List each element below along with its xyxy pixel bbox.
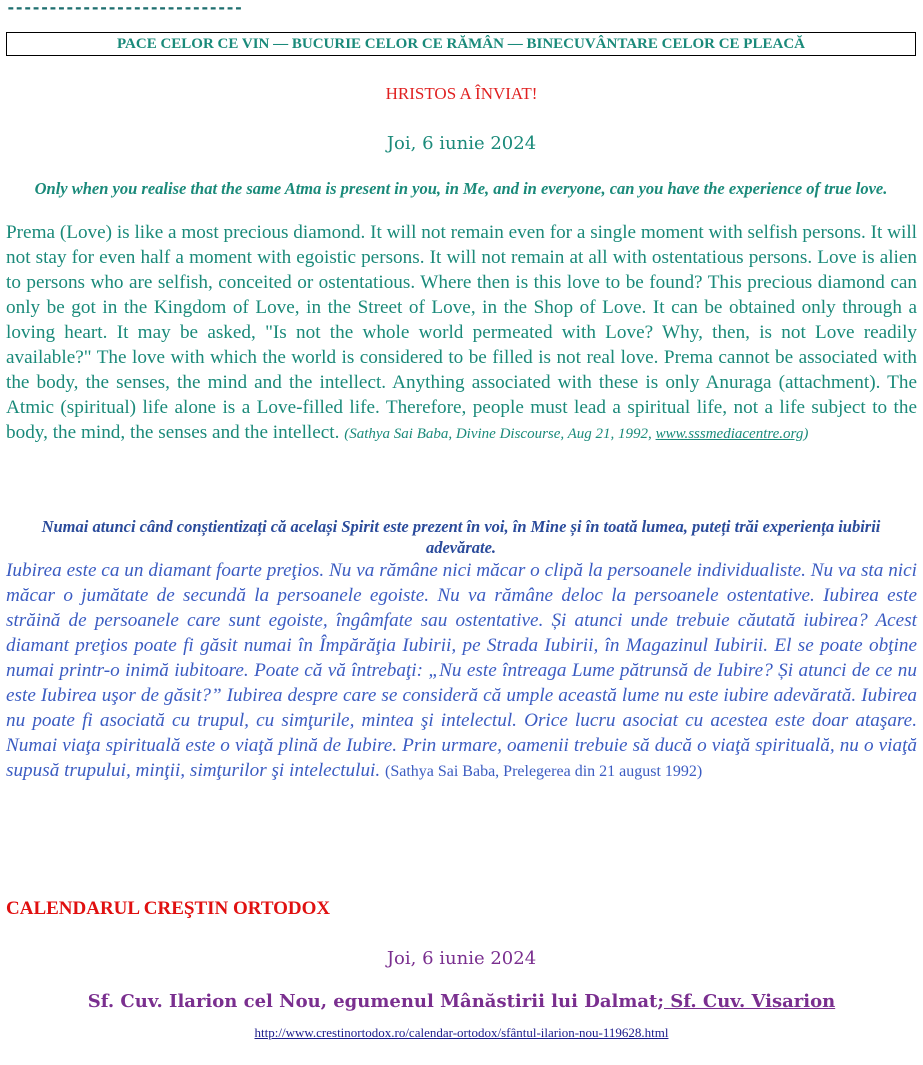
thought-quote-en: Only when you realise that the same Atma is present in you, in Me, and in everyone, can you have the experience of true love. (34, 179, 888, 198)
thought-body-ro (6, 558, 917, 784)
citation-en (344, 426, 808, 442)
sssmediacentre-link[interactable]: www.sssmediacentre.org (655, 426, 804, 442)
date-heading: Joi, 6 iunie 2024 (386, 133, 537, 154)
thought-quote-ro: Numai atunci când conștientizați că același Spirit este prezent în voi, în Mine și în toată lumea, puteți trăi experiența iubirii adevărate. (41, 517, 881, 557)
calendar-title: CALENDARUL CREŞTIN ORTODOX (6, 898, 331, 919)
saint-ilarion: Sf. Cuv. Ilarion cel Nou, egumenul Mânăstirii lui Dalmat; (87, 991, 664, 1012)
calendar-url (0, 1025, 923, 1041)
thought-text-ro: Iubirea este ca un diamant foarte preţios. Nu va rămâne nici măcar o clipă la persoanele individualiste. Nu va sta nici măcar o jumătate de secundă la persoanele egoiste. Nu va rămâne deloc la persoanele ostentative. Iubirea este străină de persoanele care sunt egoiste, îngâmfate sau ostentative. Și atunci unde trebuie căutată iubirea? Acest diamant preţios poate fi găsit numai în Împărăţia Iubirii, pe Strada Iubirii, în Magazinul Iubirii. El se poate obţine numai printr-o inimă iubitoare. Poate că vă întrebaţi: „Nu este întreaga Lume pătrunsă de Iubire? Și atunci de ce nu este Iubirea uşor de găsit?” Iubirea despre care se consideră că umple această lume nu este iubire adevărată. Iubirea nu poate fi asociată cu trupul, cu simţurile, mintea şi intelectul. Orice lucru asociat cu acestea este doar ataşare. Numai viaţa spirituală este o viaţă plină de Iubire. Prin urmare, oamenii trebuie să ducă o viaţă spirituală, nu o viaţă supusă trupului, minţii, simţurilor şi intelectului. (6, 560, 917, 781)
top-divider: ---------------------------- (6, 0, 243, 17)
citation-suffix: ) (803, 426, 809, 442)
calendar-date: Joi, 6 iunie 2024 (386, 948, 537, 969)
calendar-link[interactable]: http://www.crestinortodox.ro/calendar-ortodox/sfântul-ilarion-nou-119628.html (254, 1025, 669, 1040)
thought-text-en: Prema (Love) is like a most precious diamond. It will not remain even for a single moment with selfish persons. It will not stay for even half a moment with egoistic persons. It will not remain at all with ostentatious persons. Love is alien to persons who are selfish, conceited or ostentatious. Where then is this love to be found? This precious diamond can only be got in the Kingdom of Love, in the Street of Love, in the Shop of Love. It can be obtained only through a loving heart. It may be asked, "Is not the whole world permeated with Love? Why, then, is not Love readily available?" The love with which the world is considered to be filled is not real love. Prema cannot be associated with the body, the senses, the mind and the intellect. Anything associated with these is only Anuraga (attachment). The Atmic (spiritual) life alone is a Love-filled life. Therefore, people must lead a spiritual life, not a life subject to the body, the mind, the senses and the intellect. (6, 222, 917, 443)
header-banner: PACE CELOR CE VIN — BUCURIE CELOR CE RĂMÂN — BINECUVÂNTARE CELOR CE PLEACĂ (6, 32, 916, 56)
thought-body-en (6, 220, 917, 447)
saints-of-the-day (0, 991, 923, 1012)
saint-visarion-link[interactable]: Sf. Cuv. Visarion (663, 991, 836, 1012)
easter-greeting: HRISTOS A ÎNVIAT! (385, 84, 538, 103)
citation-prefix: (Sathya Sai Baba, Divine Discourse, Aug 21, 1992, (344, 426, 652, 442)
citation-ro: (Sathya Sai Baba, Prelegerea din 21 august 1992) (384, 763, 703, 780)
